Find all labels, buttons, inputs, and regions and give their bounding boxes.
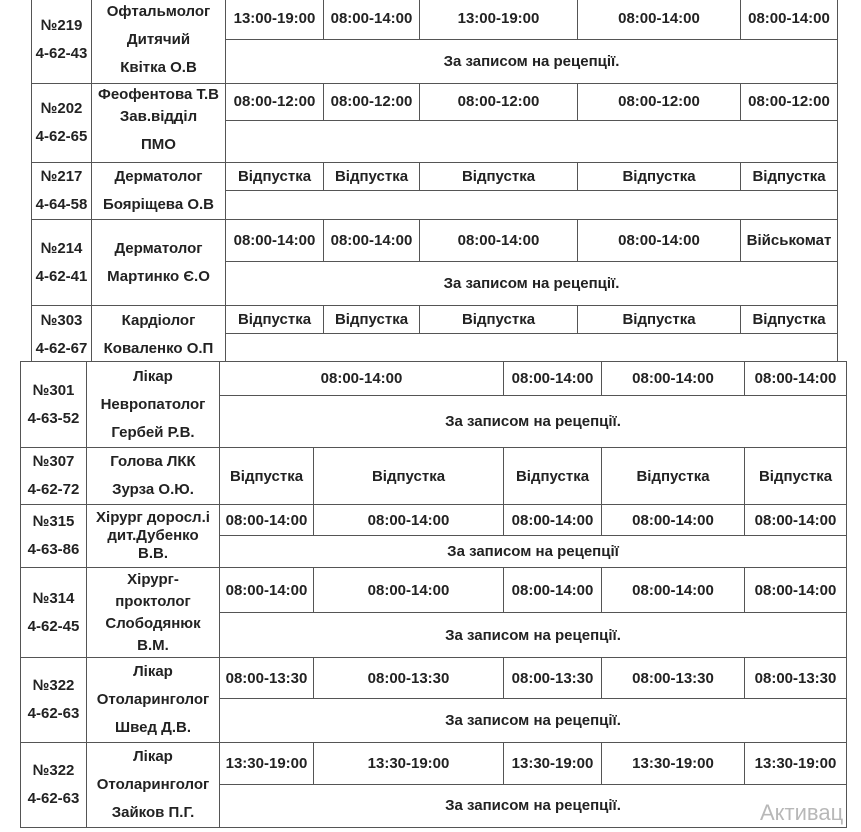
room-number: №322 [32,677,75,694]
doctor-line: Кардіолог [121,311,196,329]
time-cell: Відпустка [220,448,314,505]
room-number: №219 [40,17,83,34]
time-cell: 08:00-13:30 [220,658,314,699]
doctor-cell [87,448,220,505]
time-cell: 08:00-12:00 [578,84,741,121]
doctor-line: Отоларинголог [96,776,210,793]
doctor-line: Дерматолог [114,168,203,185]
doctor-line: Лікар [133,663,173,680]
doctor-line: Хірург доросл.і [96,509,210,526]
time-cell: Відпустка [324,306,420,334]
time-cell: 13:30-19:00 [745,743,847,785]
time-cell: 08:00-14:00 [220,505,314,536]
table-row [21,505,847,536]
time-cell: Відпустка [741,306,838,334]
schedule-table-bottom [20,361,847,828]
doctor-line: Хірург- [127,570,179,588]
time-cell: 13:30-19:00 [220,743,314,785]
time-cell: 08:00-14:00 [220,362,504,396]
time-cell: 08:00-14:00 [226,220,324,262]
time-cell: 08:00-13:30 [602,658,745,699]
table-row [21,658,847,699]
room-cell [32,0,92,84]
room-cell [21,448,87,505]
room-number: №202 [40,100,83,117]
table-row [32,0,838,40]
time-cell: 08:00-14:00 [578,220,741,262]
doctor-cell [92,163,226,220]
phone-number: 4-62-63 [27,705,80,722]
time-cell: 08:00-14:00 [602,505,745,536]
time-cell: Відпустка [741,163,838,191]
room-cell [32,306,92,364]
schedule-table-top [31,0,838,364]
time-cell: Відпустка [420,306,578,334]
appointment-note: За записом на рецепції. [220,784,847,827]
doctor-line: Гербей Р.В. [111,423,195,441]
time-cell: 13:30-19:00 [602,743,745,785]
time-cell: 13:30-19:00 [314,743,504,785]
time-cell: 08:00-13:30 [314,658,504,699]
time-cell: 08:00-14:00 [314,505,504,536]
doctor-line: Квітка О.В [120,59,197,76]
appointment-note: За записом на рецепції. [226,40,838,84]
room-cell [21,743,87,828]
time-cell: 08:00-13:30 [504,658,602,699]
time-cell: 08:00-14:00 [324,0,420,40]
phone-number: 4-64-58 [35,196,88,213]
table-row [21,743,847,785]
time-cell: Відпустка [226,306,324,334]
doctor-line: Швед Д.В. [115,719,191,736]
time-cell: 08:00-14:00 [745,505,847,536]
time-cell: 08:00-14:00 [420,220,578,262]
time-cell: 08:00-14:00 [745,568,847,613]
phone-number: 4-62-72 [27,481,80,498]
room-cell [32,84,92,163]
room-number: №307 [32,453,75,470]
room-number: №301 [32,381,75,399]
doctor-line: Офтальмолог [106,3,211,20]
table-row [32,220,838,262]
doctor-line: Коваленко О.П [103,339,214,357]
appointment-note: За записом на рецепції. [220,699,847,743]
time-cell: Відпустка [602,448,745,505]
time-cell: 08:00-12:00 [741,84,838,121]
empty-note-cell [226,120,838,162]
doctor-line: Зурза О.Ю. [112,481,194,498]
doctor-line: Бояріщева О.В [102,196,215,213]
empty-note-cell [226,190,838,219]
empty-note-cell [226,334,838,364]
phone-number: 4-62-43 [35,45,88,62]
doctor-cell [87,658,220,743]
time-cell: Відпустка [504,448,602,505]
doctor-cell [92,0,226,84]
room-number: №315 [32,513,75,530]
time-cell: Відпустка [324,163,420,191]
time-cell: 08:00-14:00 [314,568,504,613]
doctor-line: Лікар [133,748,173,765]
time-cell: 08:00-14:00 [504,505,602,536]
doctor-cell [87,362,220,448]
room-cell [21,362,87,448]
time-cell: Відпустка [578,306,741,334]
appointment-note: За записом на рецепції. [220,396,847,448]
appointment-note: За записом на рецепції [220,536,847,568]
time-cell: 08:00-13:30 [745,658,847,699]
room-cell [32,163,92,220]
phone-number: 4-63-52 [27,409,80,427]
time-cell: 08:00-14:00 [504,568,602,613]
doctor-line: Зав.відділ [119,108,198,125]
room-cell [21,505,87,568]
activation-watermark: Активац [760,800,844,825]
table-row [21,448,847,505]
doctor-cell [92,84,226,163]
doctor-line: дит.Дубенко [107,527,199,544]
doctor-cell [87,568,220,658]
doctor-line: Мартинко Є.О [107,267,210,285]
time-cell: 13:00-19:00 [420,0,578,40]
doctor-line: Феофентова Т.В [98,86,219,103]
time-cell: 08:00-14:00 [602,568,745,613]
doctor-line: Невропатолог [100,395,206,413]
time-cell: Відпустка [578,163,741,191]
time-cell: 08:00-12:00 [226,84,324,121]
time-cell: Військомат [741,220,838,262]
doctor-line: Зайков П.Г. [111,804,195,821]
appointment-note: За записом на рецепції. [220,613,847,658]
time-cell: 13:30-19:00 [504,743,602,785]
room-number: №303 [40,311,83,329]
time-cell: 08:00-14:00 [741,0,838,40]
doctor-line: В.М. [137,636,169,654]
doctor-cell [87,505,220,568]
room-number: №217 [40,168,83,185]
phone-number: 4-62-41 [35,267,88,285]
table-row [21,568,847,613]
doctor-line: Отоларинголог [96,691,210,708]
table-row [21,362,847,396]
phone-number: 4-62-45 [27,617,80,635]
doctor-line: ПМО [141,136,176,153]
phone-number: 4-62-65 [35,128,88,145]
table-row [32,84,838,121]
doctor-line: проктолог [115,592,191,610]
phone-number: 4-63-86 [27,541,80,558]
table-row [32,163,838,191]
doctor-line: Дитячий [126,31,191,48]
room-number: №314 [32,589,75,607]
time-cell: 08:00-14:00 [504,362,602,396]
doctor-cell [92,220,226,306]
time-cell: Відпустка [226,163,324,191]
time-cell: 08:00-14:00 [324,220,420,262]
time-cell: Відпустка [745,448,847,505]
phone-number: 4-62-63 [27,790,80,807]
room-cell [32,220,92,306]
time-cell: 08:00-14:00 [220,568,314,613]
doctor-cell [87,743,220,828]
doctor-line: Лікар [133,367,173,385]
time-cell: 08:00-14:00 [578,0,741,40]
doctor-line: Голова ЛКК [110,453,196,470]
appointment-note: За записом на рецепції. [226,262,838,306]
time-cell: 13:00-19:00 [226,0,324,40]
time-cell: 08:00-14:00 [745,362,847,396]
room-cell [21,568,87,658]
room-number: №322 [32,762,75,779]
room-number: №214 [40,239,83,257]
time-cell: 08:00-12:00 [420,84,578,121]
time-cell: Відпустка [314,448,504,505]
time-cell: Відпустка [420,163,578,191]
doctor-line: Дерматолог [114,239,203,257]
doctor-line: В.В. [138,545,168,562]
room-cell [21,658,87,743]
doctor-line: Слободянюк [105,614,201,632]
table-row [32,306,838,334]
time-cell: 08:00-14:00 [602,362,745,396]
time-cell: 08:00-12:00 [324,84,420,121]
doctor-cell [92,306,226,364]
phone-number: 4-62-67 [35,339,88,357]
